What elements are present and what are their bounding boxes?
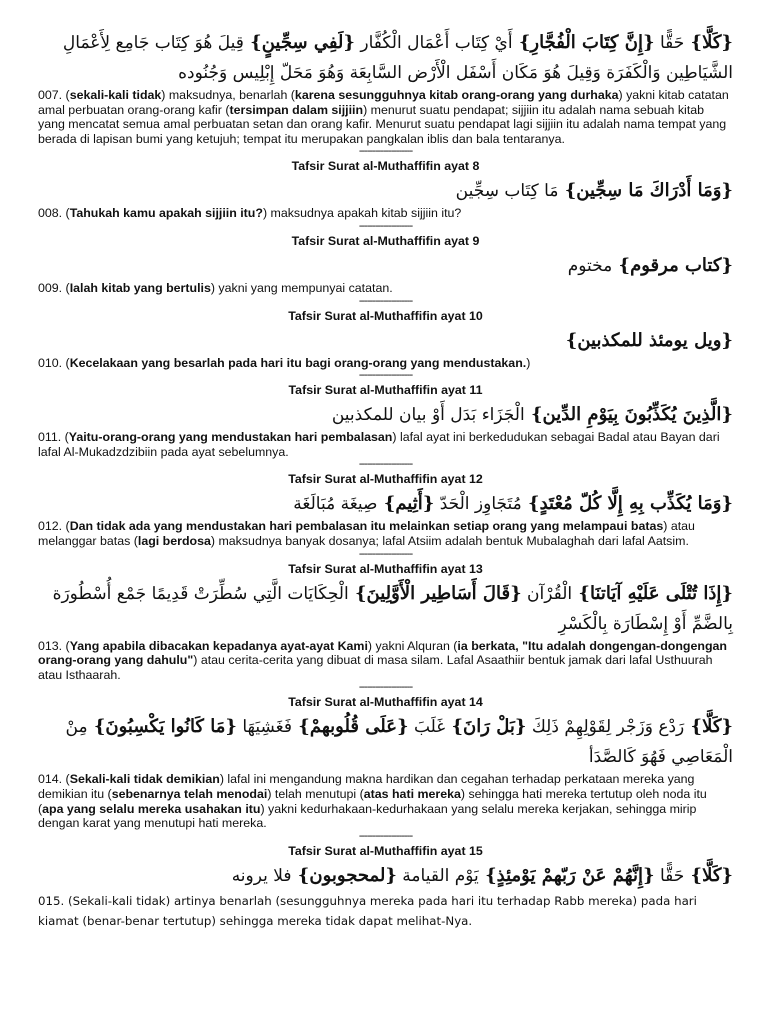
text-run: ) atau melanggar batas ( [38,519,695,548]
text-run: 009. ( [38,280,70,295]
text-run: ) lafal ini mengandung makna hardikan dan cegahan terhadap perkataan mereka yang demikian itu ( [38,772,695,801]
bold-run: Kecelakaan yang besarlah pada hari itu bagi orang-orang yang mendustakan. [69,355,527,370]
text-run: الْجَزَاء بَدَل أَوْ بيان للمكذبين [331,405,525,426]
bold-run: {عَلَى قُلُوبهمْ} [292,716,409,738]
translation-text [38,356,733,371]
separator-line: -------------------- [358,294,413,307]
bold-run: {الَّذِينَ يُكَذِّبُونَ بِيَوْمِ الدِّين} [524,404,733,426]
text-run: 010. ( [38,355,70,370]
bold-run: {قَالَ أَسَاطِير الْأَوَّلِينَ} [348,582,522,604]
arabic-text [38,861,733,891]
arabic-text [38,28,733,88]
bold-run: {إِنَّهُمْ عَنْ رَبّهمْ يَوْمئِذٍ} [478,864,655,886]
bold-run: Sekali-kali tidak demikian [69,772,220,787]
bold-run: atas hati mereka [363,786,461,801]
text-run: 014. ( [38,772,70,787]
bold-run: sebenarnya telah menodai [111,786,268,801]
bold-run: apa yang selalu mereka usahakan itu [42,801,261,816]
document-page [38,28,733,931]
bold-run: {كَلَّا} [684,716,733,738]
text-run: يَوْم القيامة [396,865,479,886]
translation-text [38,206,733,221]
separator-line: -------------------- [358,145,413,158]
section-heading: Tafsir Surat al-Muthaffifin ayat 9 [291,233,480,248]
bold-run: {أَثِيم} [377,493,435,515]
text-run: ) atau cerita-cerita yang dibuat di masa silam. Lafal Asaathiir bentuk jamak dari lafal Usthuurah atau Isthaarah. [38,653,713,682]
text-run: 015. (Sekali-kali tidak) artinya benarlah (sesungguhnya mereka pada hari itu terhadap Rabb mereka) pada hari kiamat (benar-benar tertutup) sehingga mereka tidak dapat melihat-Nya. [38,893,697,928]
separator-line: -------------------- [358,458,413,471]
translation-text [38,430,733,459]
arabic-text [38,326,733,356]
translation-text [38,639,733,683]
text-run: ) menurut suatu pendapat; sijjiin itu adalah nama sebuah kitab yang mencatat semua amal perbuatan setan dan orang kafir. Menurut suatu pendapat lagi sijjiin itu adalah nama tempat yang berada di lapisan bumi yang ketujuh; tempat itu merupakan pangkalan iblis dan bala tentaranya. [38,102,727,146]
bold-run: {ويل يومئذ للمكذبين} [565,329,733,351]
bold-run: tersimpan dalam sijjiin [229,102,364,117]
separator-line: -------------------- [358,219,413,232]
text-run: صِيغَة مُبَالَغَة [293,494,378,515]
bold-run: Yaitu-orang-orang yang mendustakan hari pembalasan [68,430,393,445]
text-run: الْحِكَايَات الَّتِي سُطِّرَتْ قَدِيمًا جَمْع أُسْطُورَة بِالضَّمِّ أَوْ إِسْطَارَة بِالْكَسْرِ [52,583,733,634]
bold-run: lagi berdosa [137,533,211,548]
section-heading: Tafsir Surat al-Muthaffifin ayat 8 [291,159,480,174]
text-run: ) yakni kitab catatan amal perbuatan orang-orang kafir ( [38,88,729,117]
text-run: 008. ( [38,206,70,221]
text-run: 011. ( [38,430,69,445]
text-run: مِنْ الْمَعَاصِي فَهُوَ كَالصَّدَأ [65,717,733,768]
text-run: ) yakni yang mempunyai catatan. [210,280,393,295]
text-run: ) maksudnya apakah kitab sijjiin itu? [262,206,462,221]
bold-run: Ialah kitab yang bertulis [69,280,211,295]
bold-run: {وَمَا أَدْرَاكَ مَا سِجِّين} [558,180,733,202]
section-heading: Tafsir Surat al-Muthaffifin ayat 12 [288,472,483,487]
bold-run: {كَلَّا} [684,864,733,886]
text-run: ) yakni Alquran ( [367,638,458,653]
section-heading: Tafsir Surat al-Muthaffifin ayat 14 [288,695,483,710]
text-run: 013. ( [38,638,70,653]
text-run: ) yakni kedurhakaan-kedurhakaan yang selalu mereka kerjakan, sehingga mirip dengan karat yang menutupi hati mereka. [38,801,697,831]
bold-run: {كتاب مرقوم} [612,254,733,276]
bold-run: Tahukah kamu apakah sijjiin itu? [69,206,263,221]
section-heading: Tafsir Surat al-Muthaffifin ayat 10 [288,308,483,323]
text-run: الْقُرْآن [521,583,573,604]
bold-run: ia berkata, "Itu adalah dongengan-dongengan orang-orang yang dahulu" [38,638,727,668]
text-run: غَلَبَ [408,717,446,738]
bold-run: Yang apabila dibacakan kepadanya ayat-ayat Kami [69,638,368,653]
arabic-text [38,176,733,206]
arabic-text [38,712,733,772]
separator-line: -------------------- [358,829,413,842]
text-run: ) sehingga hati mereka tertutup oleh noda itu ( [38,786,707,816]
translation-text [38,519,733,548]
text-run: فَغَشِيَهَا [236,717,293,738]
arabic-text [38,489,733,519]
separator-line: -------------------- [358,547,413,560]
arabic-text [38,579,733,639]
text-run: ) telah menutupi ( [267,786,364,801]
text-run: فلا يرونه [231,865,292,886]
text-run: رَدْع وَزَجْر لِقَوْلِهِمْ ذَلِكَ [526,717,685,738]
bold-run: karena sesungguhnya kitab orang-orang yang durhaka [294,88,619,102]
text-run: حَقًّا [654,865,685,886]
text-run: ) lafal ayat ini berkedudukan sebagai Badal atau Bayan dari lafal Al-Mukadzdzibiin pada ayat sebelumnya. [38,430,720,459]
text-run: ) [526,355,531,370]
translation-text [38,891,733,931]
bold-run: {لَفِي سِجِّينٍ} [243,32,355,53]
bold-run: {وَمَا يُكَذِّب بِهِ إِلَّا كُلّ مُعْتَدٍ} [521,493,733,515]
arabic-text [38,251,733,281]
section-heading: Tafsir Surat al-Muthaffifin ayat 11 [288,383,483,398]
text-run: ) maksudnya, benarlah ( [161,88,295,102]
bold-run: {لمحجوبون} [291,864,397,886]
text-run: ) maksudnya banyak dosanya; lafal Atsiim adalah bentuk Mubalaghah dari lafal Aatsim. [210,533,689,548]
separator-line: -------------------- [358,681,413,694]
bold-run: {إِنَّ كِتَابَ الْفُجَّارِ} [512,32,655,53]
text-run: 012. ( [38,519,70,534]
text-run: 007. ( [38,88,70,102]
translation-text [38,88,733,146]
translation-text [38,772,733,830]
section-heading: Tafsir Surat al-Muthaffifin ayat 13 [288,561,483,576]
text-run: أَيْ كِتَاب أَعْمَال الْكُفَّار [355,33,513,53]
translation-text [38,281,733,296]
text-run: مُتَجَاوِز الْحَدّ [434,494,522,515]
bold-run: {كَلَّا} [684,32,733,53]
text-run: قِيلَ هُوَ كِتَاب جَامِع لِأَعْمَالِ الشَّيَاطِين وَالْكَفَرَة وَقِيلَ هُوَ مَكَان أَسْفَل الْأَرْض السَّابِعَة وَهُوَ مَحَلّ إِبْلِيس وَجُنُوده [62,33,733,83]
arabic-text [38,400,733,430]
bold-run: sekali-kali tidak [69,88,162,102]
bold-run: {إِذَا تُتْلَى عَلَيْهِ آيَاتنَا} [572,582,733,604]
bold-run: {بَلْ رَانَ} [445,716,527,738]
bold-run: {مَا كَانُوا يَكْسِبُونَ} [87,716,237,738]
bold-run: Dan tidak ada yang mendustakan hari pembalasan itu melainkan setiap orang yang melampaui batas [69,519,664,534]
text-run: مَا كِتَاب سِجِّين [455,181,559,202]
text-run: مختوم [567,255,613,276]
section-heading: Tafsir Surat al-Muthaffifin ayat 15 [288,843,483,858]
text-run: حَقًّا [654,33,685,53]
separator-line: -------------------- [358,369,413,382]
